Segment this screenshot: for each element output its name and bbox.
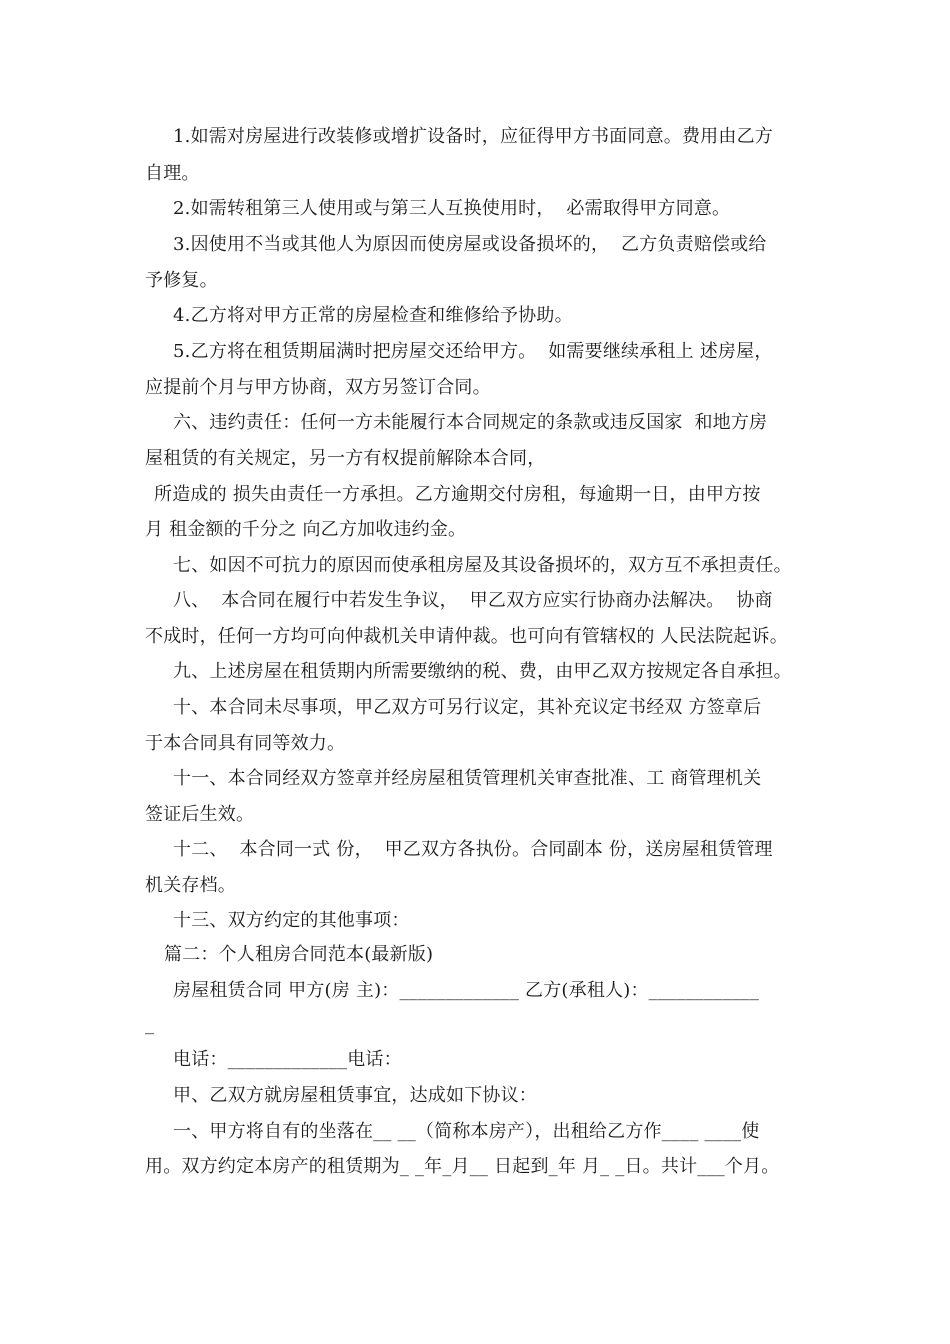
text-line-5: 予修复。 — [145, 270, 218, 291]
text-line-23: 十三、双方约定的其他事项： — [173, 910, 410, 931]
text-line-6: 4.乙方将对甲方正常的房屋检查和维修给予协助。 — [173, 305, 573, 326]
text-line-27: 电话：_____________电话： — [173, 1049, 402, 1070]
text-line-30: 用。双方约定本房产的租赁期为_ _年_月__ 日起到_年 月_ _日。共计___个月。 — [145, 1156, 780, 1177]
text-line-18: 于本合同具有同等效力。 — [145, 733, 346, 754]
text-line-25: 房屋租赁合同 甲方(房 主)：_____________ 乙方(承租人)：____________ — [173, 980, 760, 1001]
text-line-29: 一、甲方将自有的坐落在__ __（简称本房产），出租给乙方作____ ____使 — [173, 1121, 760, 1142]
text-line-10: 屋租赁的有关规定，另一方有权提前解除本合同， — [145, 448, 546, 469]
text-line-17: 十、本合同未尽事项，甲乙双方可另行议定，其补充议定书经双 方签章后 — [173, 697, 762, 718]
text-line-19: 十一、本合同经双方签章并经房屋租赁管理机关审查批准、工 商管理机关 — [173, 768, 762, 789]
text-line-12: 月 租金额的千分之 向乙方加收违约金。 — [145, 519, 467, 540]
text-line-11: 所造成的 损失由责任一方承担。乙方逾期交付房租，每逾期一日，由甲方按 — [154, 484, 761, 505]
text-line-3: 2.如需转租第三人使用或与第三人互换使用时， 必需取得甲方同意。 — [173, 198, 731, 219]
text-line-20: 签证后生效。 — [145, 804, 255, 825]
text-line-15: 不成时，任何一方均可向仲裁机关申请仲裁。也可向有管辖权的 人民法院起诉。 — [145, 626, 788, 647]
text-line-16: 九、上述房屋在租赁期内所需要缴纳的税、费，由甲乙双方按规定各自承担。 — [173, 661, 792, 682]
text-line-21: 十二、 本合同一式 份， 甲乙双方各执份。合同副本 份，送房屋租赁管理 — [173, 839, 773, 860]
text-line-8: 应提前个月与甲方协商，双方另签订合同。 — [145, 377, 491, 398]
text-line-9: 六、违约责任：任何一方未能履行本合同规定的条款或违反国家 和地方房 — [173, 412, 768, 433]
text-line-2: 自理。 — [145, 163, 200, 184]
text-line-7: 5.乙方将在租赁期届满时把房屋交还给甲方。 如需要继续承租上 述房屋， — [173, 341, 773, 362]
text-line-26: _ — [145, 1014, 155, 1035]
text-line-1: 1.如需对房屋进行改装修或增扩设备时，应征得甲方书面同意。费用由乙方 — [173, 126, 773, 147]
text-line-28: 甲、乙双方就房屋租赁事宜，达成如下协议： — [173, 1085, 537, 1106]
text-line-13: 七、如因不可抗力的原因而使承租房屋及其设备损坏的，双方互不承担责任。 — [173, 555, 792, 576]
text-line-24: 篇二：个人租房合同范本(最新版) — [164, 944, 434, 965]
text-line-22: 机关存档。 — [145, 875, 236, 896]
text-line-4: 3.因使用不当或其他人为原因而使房屋或设备损坏的， 乙方负责赔偿或给 — [173, 234, 767, 255]
text-line-14: 八、 本合同在履行中若发生争议， 甲乙双方应实行协商办法解决。 协商 — [173, 590, 773, 611]
